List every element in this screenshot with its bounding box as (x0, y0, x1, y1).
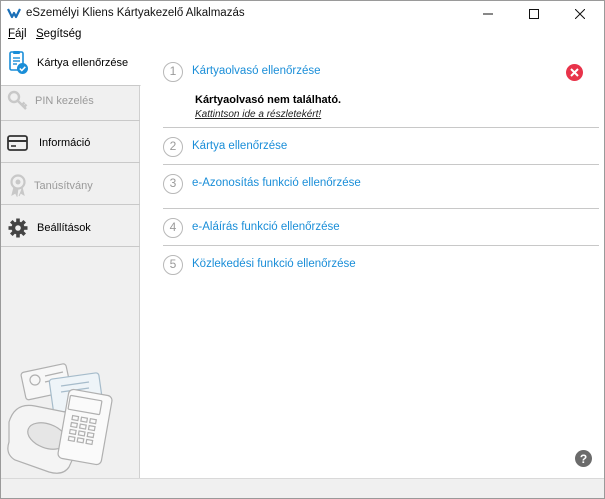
menu-file-accel: F (8, 28, 16, 40)
sidebar-item-info[interactable] (1, 121, 140, 163)
menu-bar (1, 26, 604, 44)
sidebar-item-label: Beállítások (37, 222, 91, 234)
window-title: eSzemélyi Kliens Kártyakezelő Alkalmazás (26, 7, 245, 19)
divider (163, 245, 599, 246)
minimize-icon (483, 9, 493, 19)
step-label[interactable]: Kártya ellenőrzése (192, 140, 288, 152)
sidebar-item-pin[interactable] (1, 79, 140, 121)
svg-text:?: ? (579, 452, 588, 466)
menu-help-label: egítség (43, 28, 82, 40)
step-label[interactable]: e-Aláírás funkció ellenőrzése (192, 221, 340, 233)
step-number: 1 (163, 62, 183, 82)
sidebar-item-label: Információ (39, 137, 91, 149)
card-icon (7, 132, 29, 156)
step-label[interactable]: Közlekedési funkció ellenőrzése (192, 258, 356, 270)
step-number: 4 (163, 218, 183, 238)
step-number: 3 (163, 174, 183, 194)
key-icon (7, 88, 29, 112)
help-icon[interactable] (575, 450, 592, 467)
menu-help[interactable] (36, 28, 81, 40)
menu-file-label: ájl (15, 28, 27, 40)
status-message: Kártyaolvasó nem található. (195, 94, 342, 106)
divider (163, 127, 599, 128)
step-label[interactable]: Kártyaolvasó ellenőrzése (192, 65, 321, 77)
maximize-button[interactable] (511, 1, 557, 26)
certificate-icon (7, 173, 29, 197)
step-number: 2 (163, 137, 183, 157)
sidebar-item-label: PIN kezelés (35, 95, 94, 107)
status-bar (1, 478, 604, 498)
sidebar-item-label: Kártya ellenőrzése (37, 57, 129, 69)
minimize-button[interactable] (465, 1, 511, 26)
app-logo-icon (7, 7, 21, 19)
main-panel (141, 44, 604, 478)
card-check-icon (7, 51, 29, 75)
step-number: 5 (163, 255, 183, 275)
menu-help-accel: S (36, 28, 44, 40)
sidebar-item-settings[interactable] (1, 205, 140, 247)
divider (163, 208, 599, 209)
error-icon (566, 64, 583, 81)
step-label[interactable]: e-Azonosítás funkció ellenőrzése (192, 177, 361, 189)
sidebar-item-certificate[interactable] (1, 163, 140, 205)
menu-file[interactable] (8, 28, 27, 40)
details-link[interactable]: Kattintson ide a részletekért! (195, 109, 322, 120)
card-reader-illustration (5, 362, 135, 477)
close-icon (575, 9, 585, 19)
maximize-icon (529, 9, 539, 19)
gear-icon (7, 216, 29, 240)
sidebar (1, 44, 140, 478)
title-bar (1, 1, 604, 26)
close-button[interactable] (557, 1, 603, 26)
divider (163, 164, 599, 165)
sidebar-item-label: Tanúsítvány (34, 180, 93, 192)
